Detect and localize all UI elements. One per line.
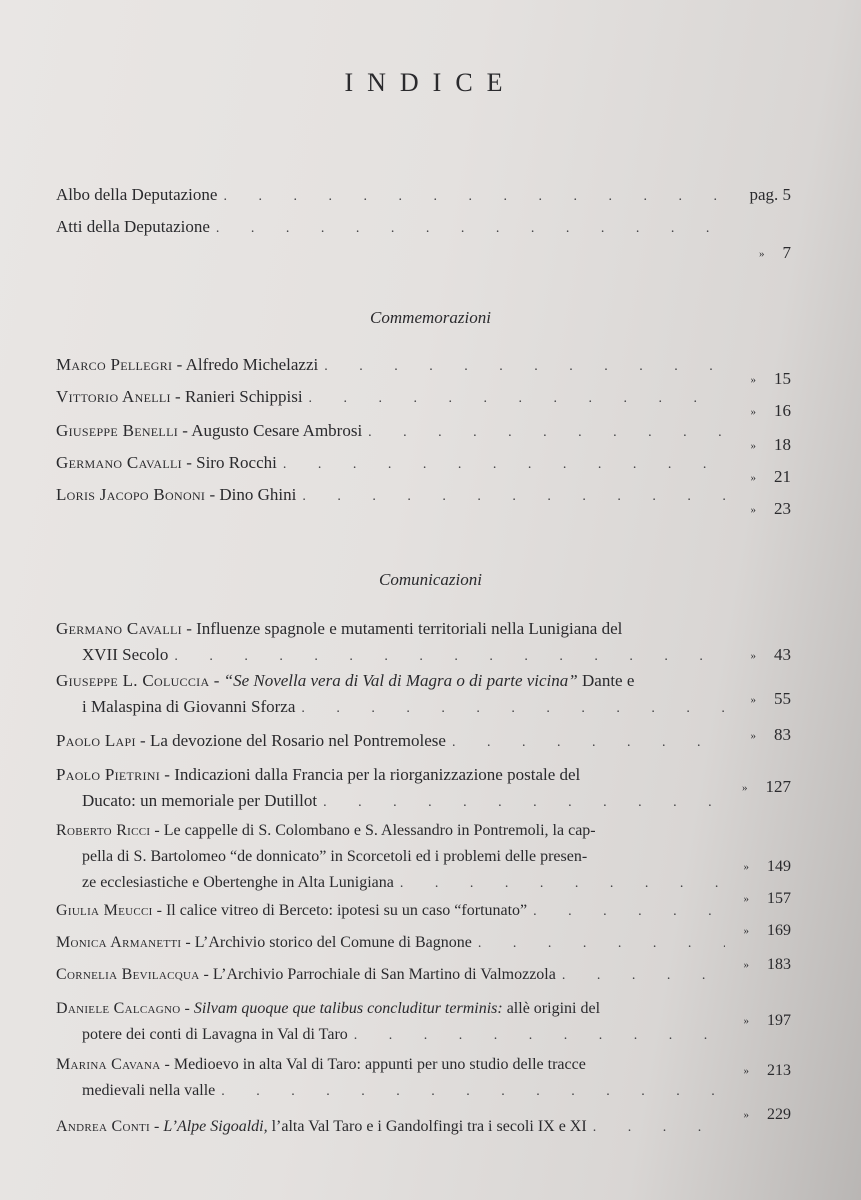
- entry-author: Cornelia Bevilacqua: [56, 966, 200, 983]
- page-number: » 127: [742, 777, 791, 796]
- toc-entry: Vittorio Anelli - Ranieri Schippisi . . . » 16: [56, 384, 791, 412]
- toc-entry: Giulia Meucci - Il calice vitreo di Berceto: ipotesi su un caso “fortunato” . . . » 157: [56, 898, 791, 925]
- page-number: » 183: [743, 956, 791, 973]
- section-heading-commemorazioni: Commemorazioni: [370, 308, 491, 327]
- entry-author: Germano Cavalli: [56, 619, 182, 638]
- section-heading-comunicazioni: Comunicazioni: [379, 570, 482, 589]
- page-number: » 149: [743, 858, 791, 875]
- entry-author: Vittorio Anelli: [56, 387, 171, 406]
- page-number: » 83: [750, 725, 791, 744]
- entry-author: Marco Pellegri: [56, 355, 173, 374]
- entry-author: Paolo Lapi: [56, 731, 136, 750]
- dot-leader: [593, 1115, 725, 1141]
- page-number: » 43: [750, 645, 791, 664]
- dot-leader: [324, 354, 725, 380]
- dot-leader: [301, 696, 725, 722]
- toc-entry: Germano Cavalli - Influenze spagnole e mutamenti territoriali nella Lunigiana del XVII Secolo . . . » 43: [56, 616, 791, 670]
- entry-author: Giulia Meucci: [56, 902, 153, 919]
- dot-leader: [452, 730, 725, 756]
- entry-author: Giuseppe Benelli: [56, 421, 178, 440]
- entry-title: Albo della Deputazione: [56, 185, 218, 204]
- toc-entry: Roberto Ricci - Le cappelle di S. Colombano e S. Alessandro in Pontremoli, la cap- pella di S. Bartolomeo “de donnicato” in Scorcetoli ed i problemi delle presen- ze ecclesiastiche e Obertenghe in Alta Lunigiana . . . » 149: [56, 818, 791, 897]
- toc-entry: Marina Cavana - Medioevo in alta Val di Taro: appunti per uno studio delle tracce medievali nella valle . . . » 213: [56, 1052, 791, 1105]
- dot-leader: [223, 184, 725, 210]
- dot-leader: [283, 452, 725, 478]
- entry-title: Dino Ghini: [219, 485, 297, 504]
- dot-leader: [309, 386, 725, 412]
- page-number: » 21: [750, 467, 791, 486]
- page-number: » 229: [743, 1106, 791, 1123]
- entry-author: Daniele Calcagno: [56, 1000, 181, 1017]
- entry-author: Giuseppe L. Coluccia: [56, 671, 210, 690]
- toc-entry: Giuseppe L. Coluccia - “Se Novella vera di Val di Magra o di parte vicina” Dante e i Malaspina di Giovanni Sforza . . . » 55: [56, 668, 791, 722]
- page-number: » 55: [750, 689, 791, 708]
- toc-entry: Paolo Lapi - La devozione del Rosario nel Pontremolese . . . » 83: [56, 728, 791, 756]
- page-number: » 157: [743, 890, 791, 907]
- entry-title: Augusto Cesare Ambrosi: [191, 421, 363, 440]
- dot-leader: [533, 899, 725, 925]
- page-number: » 16: [750, 401, 791, 420]
- entry-title: Alfredo Michelazzi: [185, 355, 319, 374]
- entry-author: Roberto Ricci: [56, 822, 151, 839]
- dot-leader: [400, 871, 725, 897]
- entry-title: Ranieri Schippisi: [184, 387, 303, 406]
- entry-author: Paolo Pietrini: [56, 765, 161, 784]
- dot-leader: [302, 484, 725, 510]
- entry-author: Marina Cavana: [56, 1056, 161, 1073]
- toc-entry: Loris Jacopo Bononi - Dino Ghini . . . » 23: [56, 482, 791, 510]
- page-number: pag. 5: [749, 185, 791, 204]
- dot-leader: [478, 931, 725, 957]
- toc-entry: Giuseppe Benelli - Augusto Cesare Ambrosi . . . » 18: [56, 418, 791, 446]
- toc-entry: Andrea Conti - L’Alpe Sigoaldi, l’alta Val Taro e i Gandolfingi tra i secoli IX e XI . . . » 229: [56, 1114, 791, 1141]
- toc-entry: Germano Cavalli - Siro Rocchi . . . » 21: [56, 450, 791, 478]
- dot-leader: [562, 963, 725, 989]
- page-number: » 18: [750, 435, 791, 454]
- page-number: » 197: [743, 1012, 791, 1029]
- dot-leader: [368, 420, 725, 446]
- page-number: » 169: [743, 922, 791, 939]
- entry-author: Germano Cavalli: [56, 453, 182, 472]
- page-number: » 23: [750, 499, 791, 518]
- entry-author: Andrea Conti: [56, 1118, 150, 1135]
- page-number: » 15: [750, 369, 791, 388]
- toc-entry: Cornelia Bevilacqua - L’Archivio Parrochiale di San Martino di Valmozzola . . . » 183: [56, 962, 791, 989]
- entry-title: Siro Rocchi: [196, 453, 277, 472]
- dot-leader: [216, 216, 725, 242]
- dot-leader: [221, 1079, 725, 1105]
- entry-author: Monica Armanetti: [56, 934, 182, 951]
- toc-entry: [56, 214, 791, 262]
- entry-title: Atti della Deputazione: [56, 217, 210, 236]
- page-number: » 213: [743, 1062, 791, 1079]
- toc-entry: Daniele Calcagno - Silvam quoque que talibus concluditur terminis: allè origini del potere dei conti di Lavagna in Val di Taro . . . » 197: [56, 996, 791, 1049]
- page-number: » 7: [759, 243, 791, 262]
- entry-author: Loris Jacopo Bononi: [56, 485, 206, 504]
- page-title: INDICE: [344, 68, 517, 97]
- toc-entry: Paolo Pietrini - Indicazioni dalla Francia per la riorganizzazione postale del Ducato: un memoriale per Dutillot . . . » 127: [56, 762, 791, 816]
- dot-leader: [354, 1023, 725, 1049]
- toc-entry: [56, 182, 791, 210]
- dot-leader: [174, 644, 725, 670]
- dot-leader: [323, 790, 725, 816]
- toc-entry: Monica Armanetti - L’Archivio storico del Comune di Bagnone . . . » 169: [56, 930, 791, 957]
- toc-entry: Marco Pellegri - Alfredo Michelazzi . . . » 15: [56, 352, 791, 380]
